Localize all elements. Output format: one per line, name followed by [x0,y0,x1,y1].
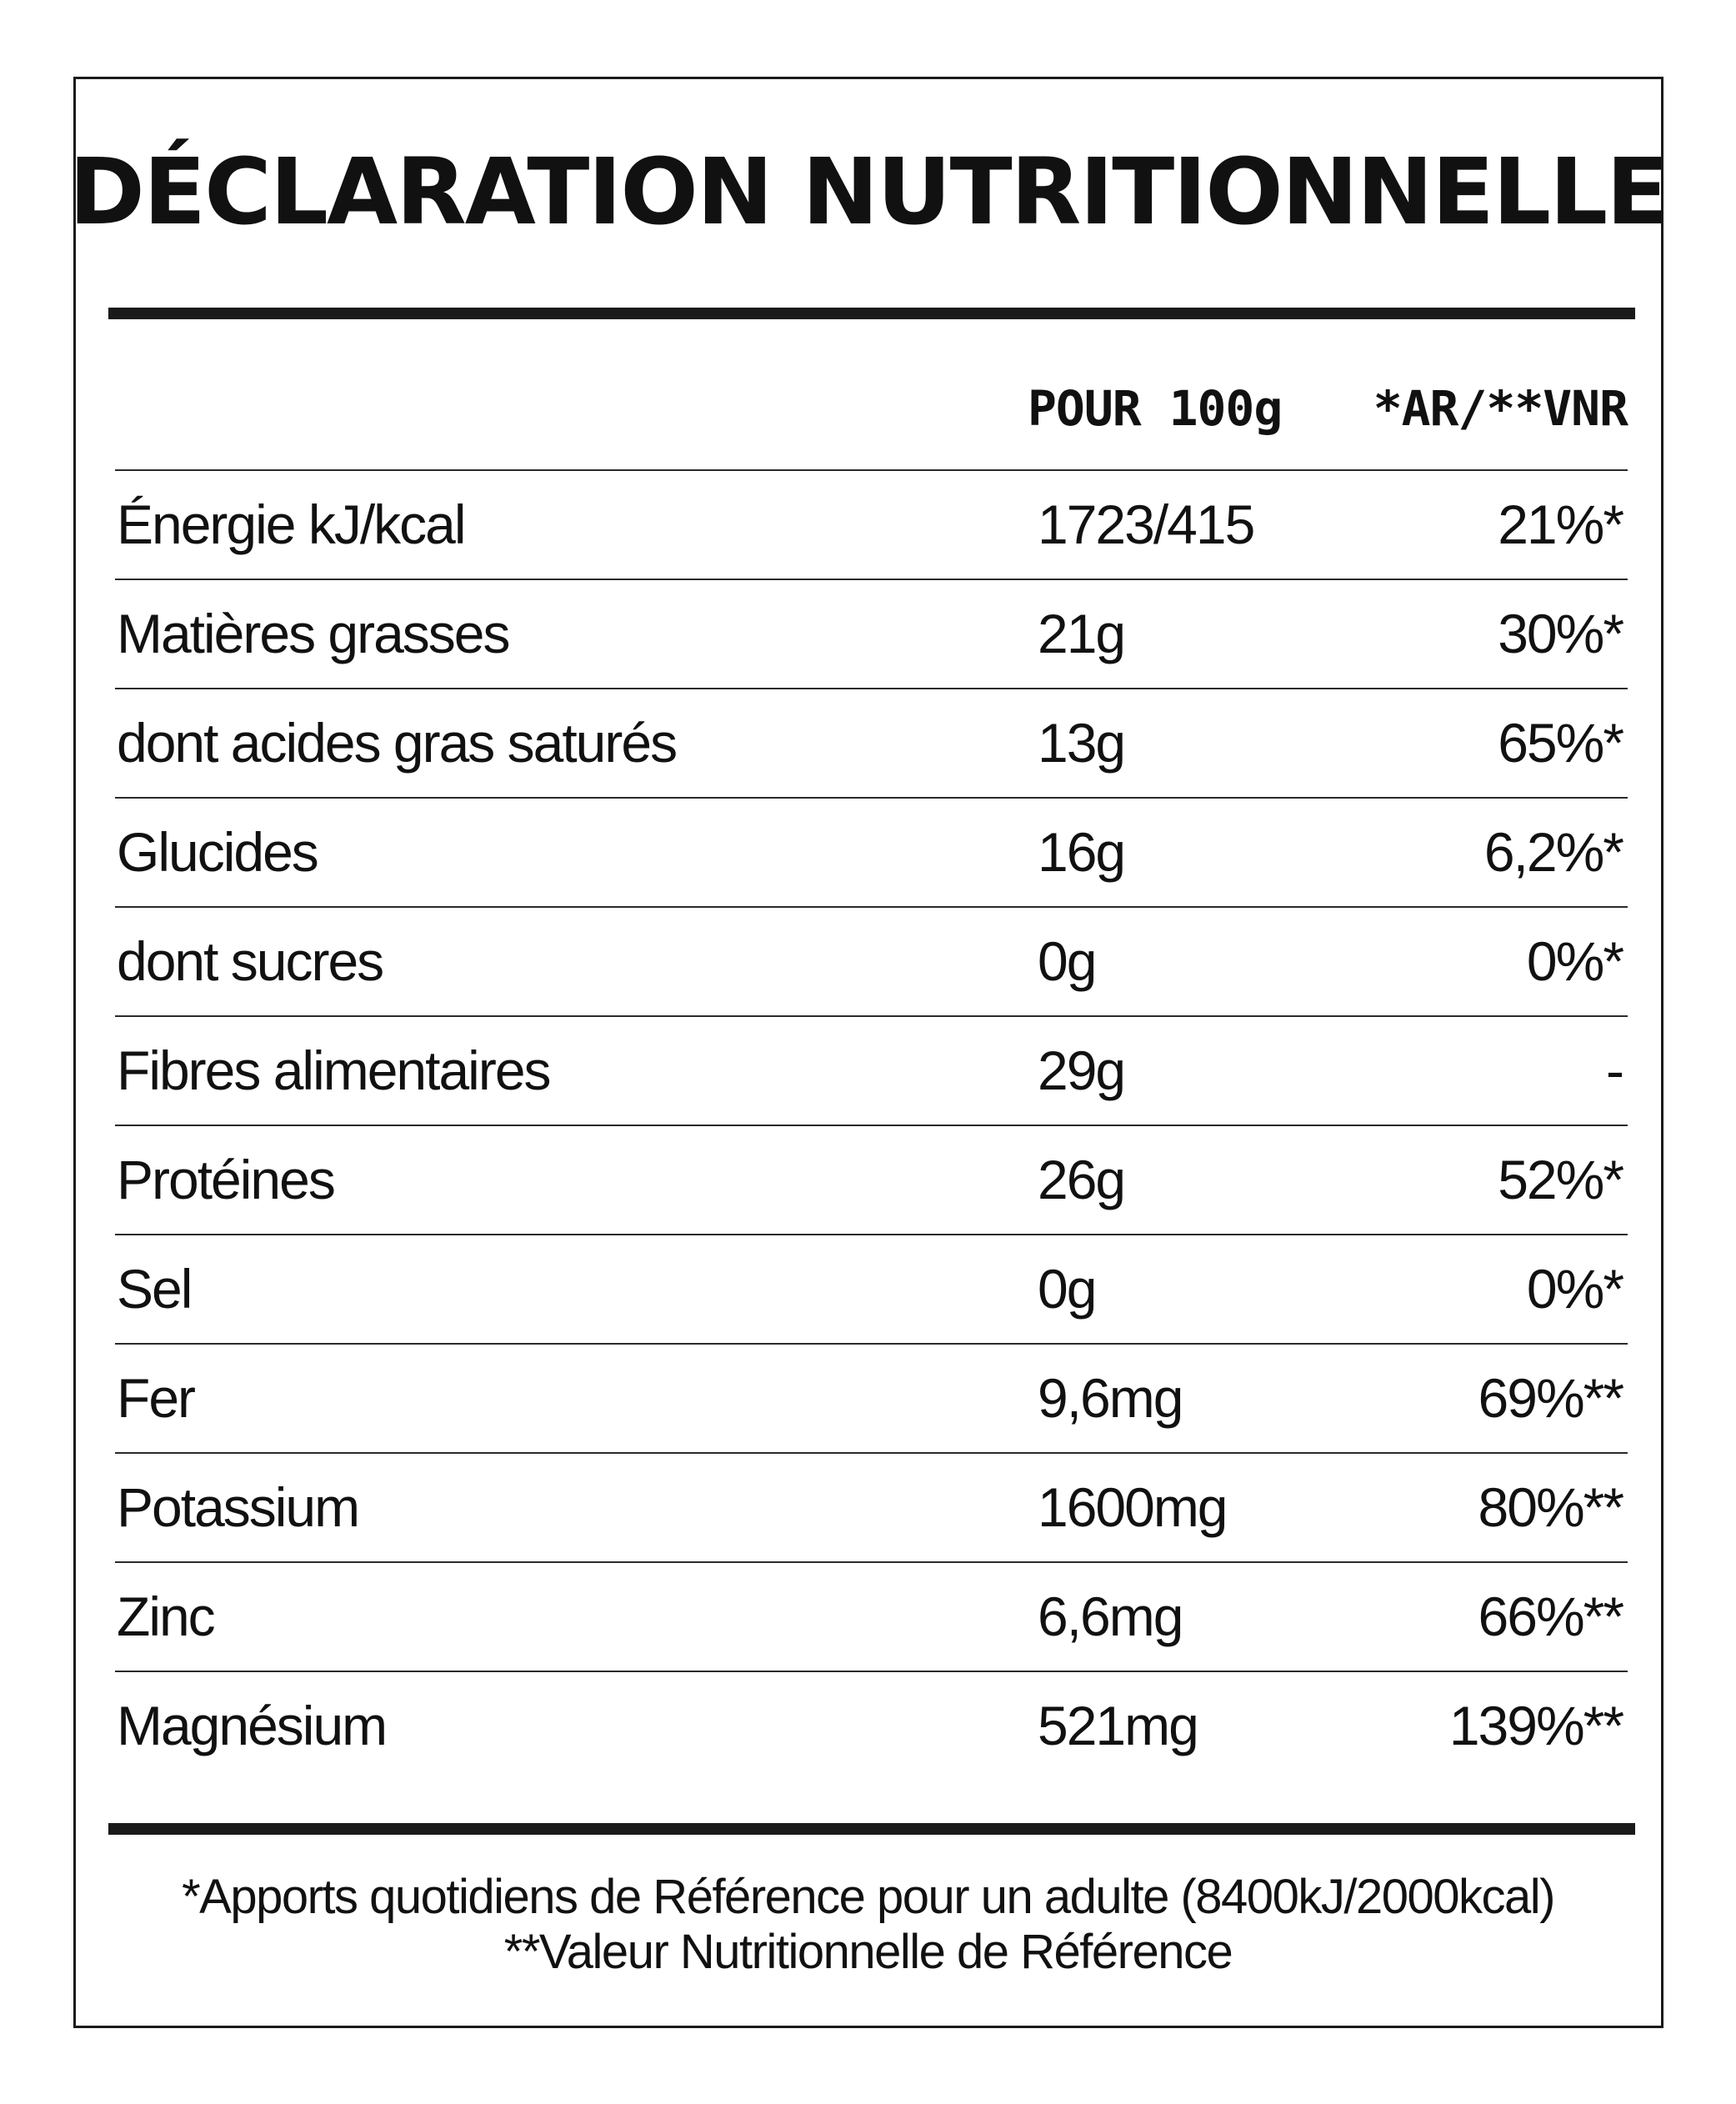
nutrient-value: 1723/415 [1038,493,1254,555]
nutrient-value: 9,6mg [1038,1367,1183,1429]
nutrient-reference: 80%** [1478,1476,1623,1538]
column-header-per-100g: POUR 100g [1028,380,1283,437]
nutrient-reference: 6,2%* [1483,821,1623,883]
table-row-energie [115,471,1628,580]
nutrient-value: 26g [1038,1149,1125,1210]
nutrient-reference: 139%** [1448,1695,1623,1756]
nutrient-value: 21g [1038,603,1125,664]
nutrient-reference: - [1606,1039,1623,1101]
page-title: DÉCLARATION NUTRITIONNELLE [68,138,1668,245]
nutrient-name: Sel [117,1258,192,1320]
table-row-acides-gras-satures [115,689,1628,799]
column-header-reference: *AR/**VNR [1373,380,1628,437]
nutrient-name: Potassium [117,1476,359,1538]
nutrient-value: 29g [1038,1039,1125,1101]
table-row-zinc [115,1563,1628,1672]
nutrient-reference: 52%* [1498,1149,1623,1210]
nutrient-name: Fer [117,1367,194,1429]
nutrient-name: Fibres alimentaires [117,1039,550,1101]
nutrient-reference: 21%* [1498,493,1623,555]
table-row-fibres [115,1017,1628,1126]
nutrient-name: Protéines [117,1149,334,1210]
table-row-magnesium [115,1672,1628,1780]
table-row-glucides [115,799,1628,908]
nutrient-name: Glucides [117,821,318,883]
nutrient-reference: 0%* [1526,1258,1623,1320]
nutrient-value: 0g [1038,930,1096,992]
nutrient-reference: 69%** [1478,1367,1623,1429]
nutrient-reference: 66%** [1478,1586,1623,1647]
footnotes [0,1870,1736,1980]
table-row-sucres [115,908,1628,1017]
table-row-fer [115,1345,1628,1454]
top-thick-divider [108,308,1635,319]
table-row-sel [115,1235,1628,1345]
bottom-thick-divider [108,1823,1635,1835]
nutrient-name: Zinc [117,1586,214,1647]
nutrient-value: 521mg [1038,1695,1198,1756]
table-row-proteines [115,1126,1628,1235]
nutrient-name: dont acides gras saturés [117,712,677,774]
nutrient-name: Énergie kJ/kcal [117,493,465,555]
nutrient-value: 6,6mg [1038,1586,1183,1647]
nutrient-name: Matières grasses [117,603,509,664]
table-row-matieres-grasses [115,580,1628,689]
nutrition-table [115,469,1628,1780]
nutrient-name: dont sucres [117,930,383,992]
nutrient-reference: 65%* [1498,712,1623,774]
table-header [0,367,1736,450]
footnote-vnr: **Valeur Nutritionnelle de Référence [503,1925,1233,1979]
nutrient-value: 13g [1038,712,1125,774]
footnote-ar: *Apports quotidiens de Référence pour un adulte (8400kJ/2000kcal) [182,1870,1554,1924]
nutrient-value: 16g [1038,821,1125,883]
nutrient-value: 0g [1038,1258,1096,1320]
nutrient-value: 1600mg [1038,1476,1227,1538]
nutrient-reference: 30%* [1498,603,1623,664]
nutrient-name: Magnésium [117,1695,387,1756]
table-row-potassium [115,1454,1628,1563]
nutrient-reference: 0%* [1526,930,1623,992]
